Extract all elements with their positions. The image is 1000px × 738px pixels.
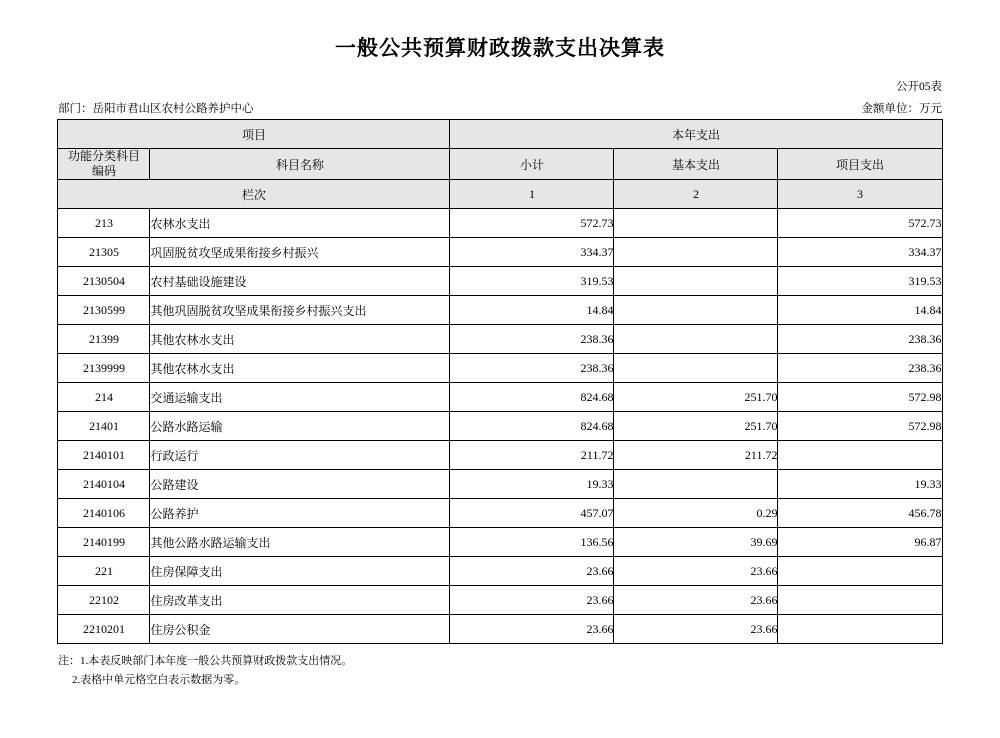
cell-name: 公路建设 [150,470,450,499]
table-header-group-row [58,120,942,149]
sheet-code: 公开05表 [896,81,942,93]
table-row [58,325,942,354]
department-label: 部门：岳阳市君山区农村公路养护中心 [58,103,254,115]
rank-project: 3 [778,180,942,209]
header-subtotal: 小计 [450,149,614,180]
cell-basic [614,209,778,238]
cell-subtotal: 23.66 [450,615,614,644]
cell-subtotal: 14.84 [450,296,614,325]
cell-code: 21305 [58,238,150,267]
cell-project [778,586,942,615]
cell-basic: 23.66 [614,615,778,644]
cell-basic: 251.70 [614,412,778,441]
cell-project: 238.36 [778,354,942,383]
table-row [58,412,942,441]
table-header-row [58,149,942,180]
cell-basic: 0.29 [614,499,778,528]
cell-basic: 23.66 [614,557,778,586]
cell-name: 住房公积金 [150,615,450,644]
header-project-group: 项目 [58,120,450,149]
rank-row [58,180,942,209]
cell-code: 21401 [58,412,150,441]
cell-code: 2140199 [58,528,150,557]
cell-subtotal: 334.37 [450,238,614,267]
cell-basic [614,296,778,325]
table-row [58,470,942,499]
rank-label: 栏次 [58,180,450,209]
rank-subtotal: 1 [450,180,614,209]
table-row [58,499,942,528]
cell-subtotal: 19.33 [450,470,614,499]
cell-project [778,615,942,644]
cell-code: 2140101 [58,441,150,470]
cell-project: 238.36 [778,325,942,354]
cell-code: 2130504 [58,267,150,296]
cell-code: 2140104 [58,470,150,499]
table-row [58,615,942,644]
cell-name: 农村基础设施建设 [150,267,450,296]
cell-name: 农林水支出 [150,209,450,238]
cell-basic: 211.72 [614,441,778,470]
cell-subtotal: 824.68 [450,383,614,412]
cell-name: 巩固脱贫攻坚成果衔接乡村振兴 [150,238,450,267]
cell-code: 2140106 [58,499,150,528]
table-row [58,296,942,325]
cell-name: 其他农林水支出 [150,325,450,354]
cell-name: 交通运输支出 [150,383,450,412]
header-code-line2: 编码 [91,164,116,178]
table-row [58,383,942,412]
table-row [58,354,942,383]
cell-name: 行政运行 [150,441,450,470]
cell-project: 19.33 [778,470,942,499]
cell-code: 21399 [58,325,150,354]
meta-row [0,94,1000,119]
cell-name: 其他农林水支出 [150,354,450,383]
cell-basic: 23.66 [614,586,778,615]
cell-name: 其他公路水路运输支出 [150,528,450,557]
amount-unit-label: 金额单位：万元 [861,103,942,115]
cell-name: 其他巩固脱贫攻坚成果衔接乡村振兴支出 [150,296,450,325]
cell-name: 住房保障支出 [150,557,450,586]
cell-subtotal: 136.56 [450,528,614,557]
cell-project: 319.53 [778,267,942,296]
table-row [58,209,942,238]
cell-subtotal: 319.53 [450,267,614,296]
table-row [58,557,942,586]
cell-code: 214 [58,383,150,412]
table-row [58,238,942,267]
cell-code: 213 [58,209,150,238]
cell-subtotal: 457.07 [450,499,614,528]
cell-subtotal: 238.36 [450,325,614,354]
table-row [58,441,942,470]
cell-basic [614,267,778,296]
cell-project: 96.87 [778,528,942,557]
cell-project [778,441,942,470]
cell-basic: 39.69 [614,528,778,557]
cell-project: 14.84 [778,296,942,325]
cell-subtotal: 572.73 [450,209,614,238]
cell-project [778,557,942,586]
cell-basic [614,325,778,354]
table-notes [0,652,1000,689]
cell-subtotal: 23.66 [450,557,614,586]
table-row [58,586,942,615]
cell-basic [614,238,778,267]
cell-basic [614,354,778,383]
cell-project: 572.73 [778,209,942,238]
table-body [58,209,942,644]
cell-project: 456.78 [778,499,942,528]
page-title: 一般公共预算财政拨款支出决算表 [335,36,665,60]
cell-basic [614,470,778,499]
cell-code: 2210201 [58,615,150,644]
cell-code: 2130599 [58,296,150,325]
cell-subtotal: 23.66 [450,586,614,615]
header-name: 科目名称 [150,149,450,180]
document-page [0,32,1000,738]
cell-name: 公路水路运输 [150,412,450,441]
cell-project: 572.98 [778,412,942,441]
cell-subtotal: 824.68 [450,412,614,441]
cell-project: 334.37 [778,238,942,267]
rank-basic: 2 [614,180,778,209]
cell-name: 公路养护 [150,499,450,528]
cell-subtotal: 211.72 [450,441,614,470]
table-row [58,267,942,296]
cell-code: 221 [58,557,150,586]
cell-code: 2139999 [58,354,150,383]
header-project: 项目支出 [778,149,942,180]
cell-subtotal: 238.36 [450,354,614,383]
note-line-1: 注：1.本表反映部门本年度一般公共预算财政拨款支出情况。 [58,655,353,667]
header-code [58,149,150,180]
header-current-year-group: 本年支出 [450,120,942,149]
cell-code: 22102 [58,586,150,615]
cell-basic: 251.70 [614,383,778,412]
header-code-line1: 功能分类科目 [67,149,140,163]
budget-table [57,119,942,644]
cell-project: 572.98 [778,383,942,412]
note-line-2: 2.表格中单元格空白表示数据为零。 [72,673,246,686]
table-row [58,528,942,557]
cell-name: 住房改革支出 [150,586,450,615]
header-basic: 基本支出 [614,149,778,180]
